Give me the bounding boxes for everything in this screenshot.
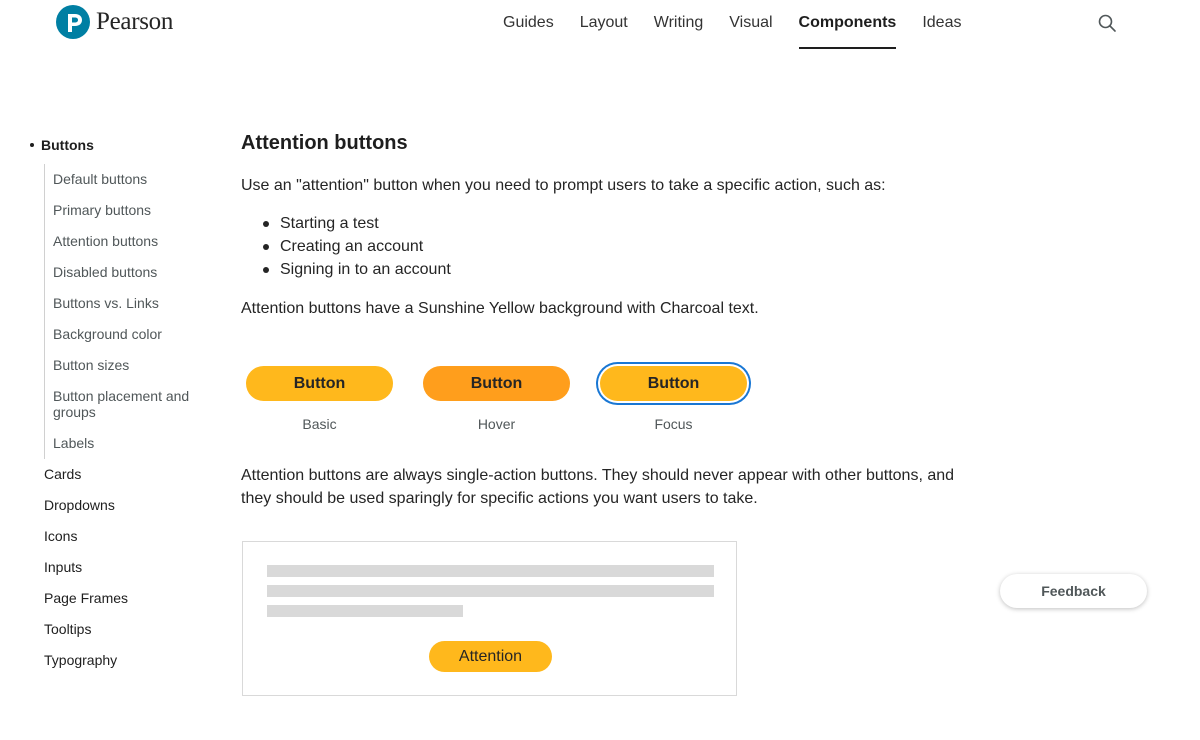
page-title: Attention buttons xyxy=(241,132,408,154)
sidebar-item-tooltips[interactable]: Tooltips xyxy=(44,621,92,637)
sidebar-subitem-default-buttons[interactable]: Default buttons xyxy=(53,171,148,187)
demo-hover xyxy=(423,366,600,432)
sidebar-item-buttons[interactable] xyxy=(30,134,210,156)
placeholder-line xyxy=(267,585,714,597)
sidebar-subitem-button-placement[interactable]: Button placement and groups xyxy=(53,388,190,420)
sidebar-item-dropdowns[interactable]: Dropdowns xyxy=(44,497,115,513)
demo-basic xyxy=(246,366,423,432)
attention-button[interactable]: Attention xyxy=(429,641,552,672)
usage-note-paragraph: Attention buttons are always single-action buttons. They should never appear with other buttons, and they should be used sparingly for specific actions you want users to take. xyxy=(241,467,955,507)
placeholder-line xyxy=(267,565,714,577)
hover-label: Hover xyxy=(477,416,516,432)
nav-guides[interactable]: Guides xyxy=(503,14,554,31)
sidebar-item-page-frames[interactable]: Page Frames xyxy=(44,590,129,606)
sidebar-subitem-disabled-buttons[interactable]: Disabled buttons xyxy=(53,264,158,280)
main-nav xyxy=(490,0,974,50)
list-item: Signing in to an account xyxy=(261,258,451,281)
search-icon[interactable] xyxy=(1097,13,1117,33)
nav-components[interactable]: Components xyxy=(786,0,910,50)
example-card xyxy=(242,541,737,696)
current-bullet-icon xyxy=(30,143,34,147)
list-item: Creating an account xyxy=(261,235,451,258)
hover-button[interactable]: Button xyxy=(423,366,570,401)
sidebar-item-typography[interactable]: Typography xyxy=(44,652,118,668)
intro-paragraph: Use an "attention" button when you need to prompt users to take a specific action, such as: xyxy=(241,177,886,194)
focus-button[interactable]: Button xyxy=(600,366,747,401)
sidebar-item-label: Buttons xyxy=(41,137,94,153)
list-item: Starting a test xyxy=(261,212,451,235)
basic-label: Basic xyxy=(302,416,337,432)
pearson-logo-icon xyxy=(56,5,90,39)
button-states-demo xyxy=(246,366,777,432)
sidebar-subitem-button-sizes[interactable]: Button sizes xyxy=(53,357,130,373)
example-actions-list xyxy=(261,212,451,281)
focus-label: Focus xyxy=(654,416,693,432)
placeholder-line xyxy=(267,605,463,617)
description-paragraph: Attention buttons have a Sunshine Yellow background with Charcoal text. xyxy=(241,300,759,317)
sidebar-subitem-labels[interactable]: Labels xyxy=(53,435,95,451)
nav-layout[interactable]: Layout xyxy=(579,14,628,31)
nav-writing[interactable]: Writing xyxy=(653,14,704,31)
main-content xyxy=(241,132,961,665)
logo-text: Pearson xyxy=(96,8,174,35)
sidebar-subitem-background-color[interactable]: Background color xyxy=(53,326,162,342)
basic-button[interactable]: Button xyxy=(246,366,393,401)
nav-visual[interactable]: Visual xyxy=(729,14,773,31)
header xyxy=(0,0,1200,50)
sidebar-subitem-primary-buttons[interactable]: Primary buttons xyxy=(53,202,152,218)
sidebar-subitem-attention-buttons[interactable]: Attention buttons xyxy=(53,233,159,249)
feedback-button[interactable]: Feedback xyxy=(1000,574,1147,608)
nav-ideas[interactable]: Ideas xyxy=(922,14,962,31)
sidebar-item-cards[interactable]: Cards xyxy=(44,466,82,482)
sidebar-subitem-buttons-vs-links[interactable]: Buttons vs. Links xyxy=(53,295,159,311)
sidebar-item-icons[interactable]: Icons xyxy=(44,528,78,544)
sidebar-subnav xyxy=(44,164,210,459)
demo-focus xyxy=(600,366,777,432)
sidebar-item-inputs[interactable]: Inputs xyxy=(44,559,83,575)
pearson-logo[interactable] xyxy=(56,5,173,39)
sidebar-nav xyxy=(30,134,210,676)
